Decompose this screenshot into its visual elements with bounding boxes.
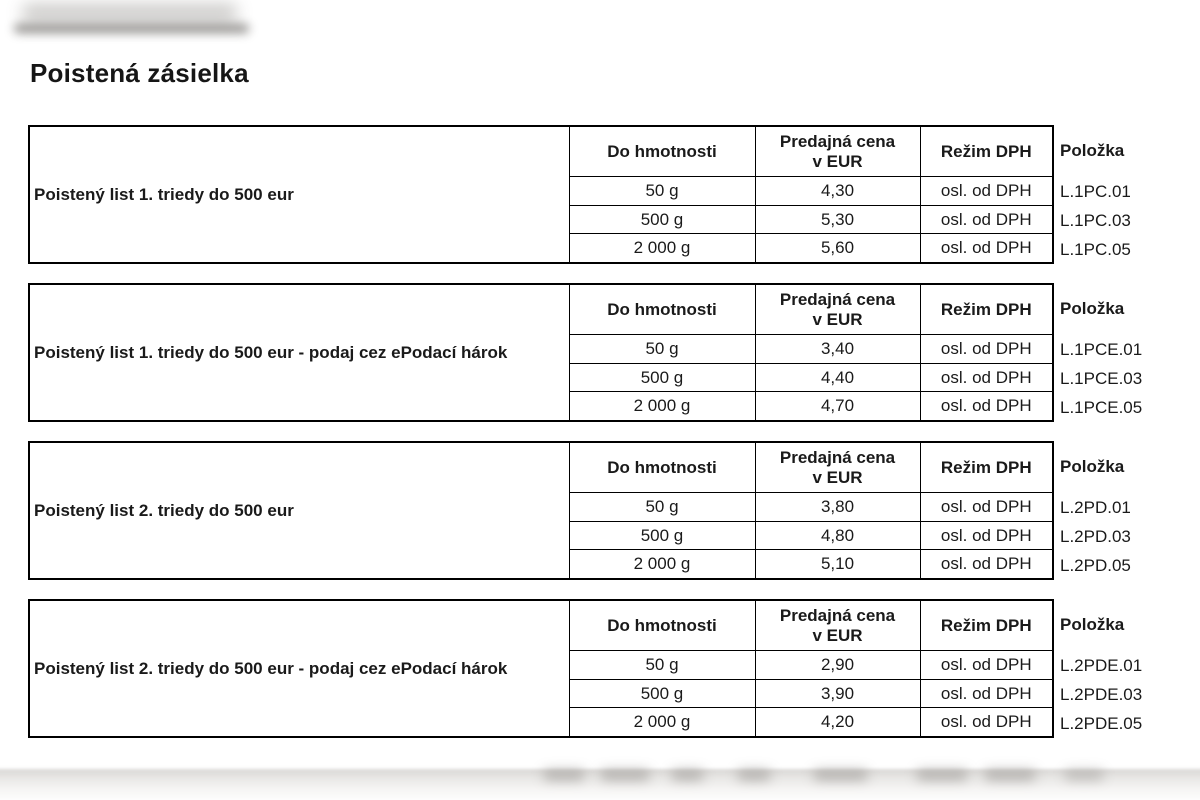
col-header-price-line1: Predajná cena: [779, 290, 896, 309]
weight-cell: 2 000 g: [569, 392, 755, 421]
col-header-price-line2: v EUR: [812, 309, 863, 329]
service-label: Poistený list 2. triedy do 500 eur: [29, 442, 569, 579]
service-label: Poistený list 2. triedy do 500 eur - podaj cez ePodací hárok: [29, 600, 569, 737]
price-table-2-grid: [28, 283, 1054, 422]
price-table-1-grid: [28, 125, 1054, 264]
col-header-price-line2: v EUR: [812, 625, 863, 645]
vat-cell: osl. od DPH: [920, 177, 1053, 206]
vat-cell: osl. od DPH: [920, 550, 1053, 579]
col-header-price: [755, 126, 920, 177]
col-header-price: [755, 442, 920, 493]
vat-cell: osl. od DPH: [920, 392, 1053, 421]
page-title: Poistená zásielka: [30, 58, 249, 88]
col-header-item: Položka: [1060, 299, 1125, 318]
price-cell: 5,10: [755, 550, 920, 579]
col-header-weight: Do hmotnosti: [569, 600, 755, 651]
price-cell: 3,40: [755, 335, 920, 364]
item-code: L.1PCE.01: [1060, 339, 1143, 359]
bottom-blur-smudge: [1064, 770, 1104, 780]
price-cell: 4,30: [755, 177, 920, 206]
price-table-1: [28, 125, 1131, 264]
weight-cell: 500 g: [569, 205, 755, 234]
price-cell: 5,60: [755, 234, 920, 263]
item-code: L.2PDE.01: [1060, 655, 1143, 675]
item-code: L.1PC.05: [1060, 239, 1131, 259]
vat-cell: osl. od DPH: [920, 708, 1053, 737]
weight-cell: 500 g: [569, 521, 755, 550]
service-label: Poistený list 1. triedy do 500 eur: [29, 126, 569, 263]
price-table-4: [28, 599, 1142, 738]
col-header-weight: Do hmotnosti: [569, 442, 755, 493]
col-header-weight: Do hmotnosti: [569, 284, 755, 335]
bottom-blur-smudge: [671, 770, 704, 780]
top-blur-smudge: [22, 4, 237, 22]
item-code-column: [1060, 283, 1142, 422]
col-header-price-line1: Predajná cena: [779, 448, 896, 467]
col-header-item: Položka: [1060, 141, 1125, 160]
price-cell: 4,20: [755, 708, 920, 737]
price-table-3: [28, 441, 1131, 580]
price-cell: 3,90: [755, 679, 920, 708]
weight-cell: 500 g: [569, 679, 755, 708]
price-table-2: [28, 283, 1142, 422]
vat-cell: osl. od DPH: [920, 234, 1053, 263]
price-cell: 4,80: [755, 521, 920, 550]
col-header-item: Položka: [1060, 615, 1125, 634]
bottom-blur-smudge: [737, 770, 771, 780]
vat-cell: osl. od DPH: [920, 651, 1053, 680]
vat-cell: osl. od DPH: [920, 679, 1053, 708]
item-code: L.2PDE.05: [1060, 713, 1143, 733]
col-header-weight: Do hmotnosti: [569, 126, 755, 177]
item-code: L.1PC.01: [1060, 181, 1131, 201]
item-code-column: [1060, 599, 1142, 738]
item-code: L.2PDE.03: [1060, 684, 1143, 704]
weight-cell: 50 g: [569, 177, 755, 206]
price-cell: 2,90: [755, 651, 920, 680]
item-code: L.2PD.03: [1060, 526, 1131, 546]
price-cell: 3,80: [755, 493, 920, 522]
col-header-price: [755, 600, 920, 651]
weight-cell: 2 000 g: [569, 708, 755, 737]
item-code-column: [1060, 441, 1131, 580]
col-header-vat: Režim DPH: [920, 600, 1053, 651]
price-cell: 4,40: [755, 363, 920, 392]
col-header-vat: Režim DPH: [920, 442, 1053, 493]
weight-cell: 2 000 g: [569, 234, 755, 263]
bottom-blur-smudge: [600, 770, 650, 780]
price-table-4-grid: [28, 599, 1054, 738]
vat-cell: osl. od DPH: [920, 335, 1053, 364]
service-label: Poistený list 1. triedy do 500 eur - podaj cez ePodací hárok: [29, 284, 569, 421]
item-code: L.2PD.05: [1060, 555, 1131, 575]
col-header-price-line2: v EUR: [812, 151, 863, 171]
bottom-blur-smudge: [813, 770, 868, 780]
bottom-blur-smudge: [543, 770, 585, 780]
weight-cell: 50 g: [569, 493, 755, 522]
col-header-price-line1: Predajná cena: [779, 606, 896, 625]
col-header-item: Položka: [1060, 457, 1125, 476]
price-cell: 4,70: [755, 392, 920, 421]
weight-cell: 2 000 g: [569, 550, 755, 579]
bottom-blur-smudge: [916, 770, 968, 780]
col-header-vat: Režim DPH: [920, 284, 1053, 335]
price-table-3-grid: [28, 441, 1054, 580]
item-code: L.2PD.01: [1060, 497, 1131, 517]
bottom-blur-smudge: [984, 770, 1036, 780]
vat-cell: osl. od DPH: [920, 205, 1053, 234]
col-header-price-line2: v EUR: [812, 467, 863, 487]
price-cell: 5,30: [755, 205, 920, 234]
top-blur-smudge-dark: [14, 24, 249, 33]
col-header-price-line1: Predajná cena: [779, 132, 896, 151]
vat-cell: osl. od DPH: [920, 493, 1053, 522]
item-code-column: [1060, 125, 1131, 264]
weight-cell: 50 g: [569, 651, 755, 680]
item-code: L.1PC.03: [1060, 210, 1131, 230]
vat-cell: osl. od DPH: [920, 363, 1053, 392]
item-code: L.1PCE.03: [1060, 368, 1143, 388]
weight-cell: 500 g: [569, 363, 755, 392]
col-header-price: [755, 284, 920, 335]
vat-cell: osl. od DPH: [920, 521, 1053, 550]
weight-cell: 50 g: [569, 335, 755, 364]
item-code: L.1PCE.05: [1060, 397, 1143, 417]
col-header-vat: Režim DPH: [920, 126, 1053, 177]
